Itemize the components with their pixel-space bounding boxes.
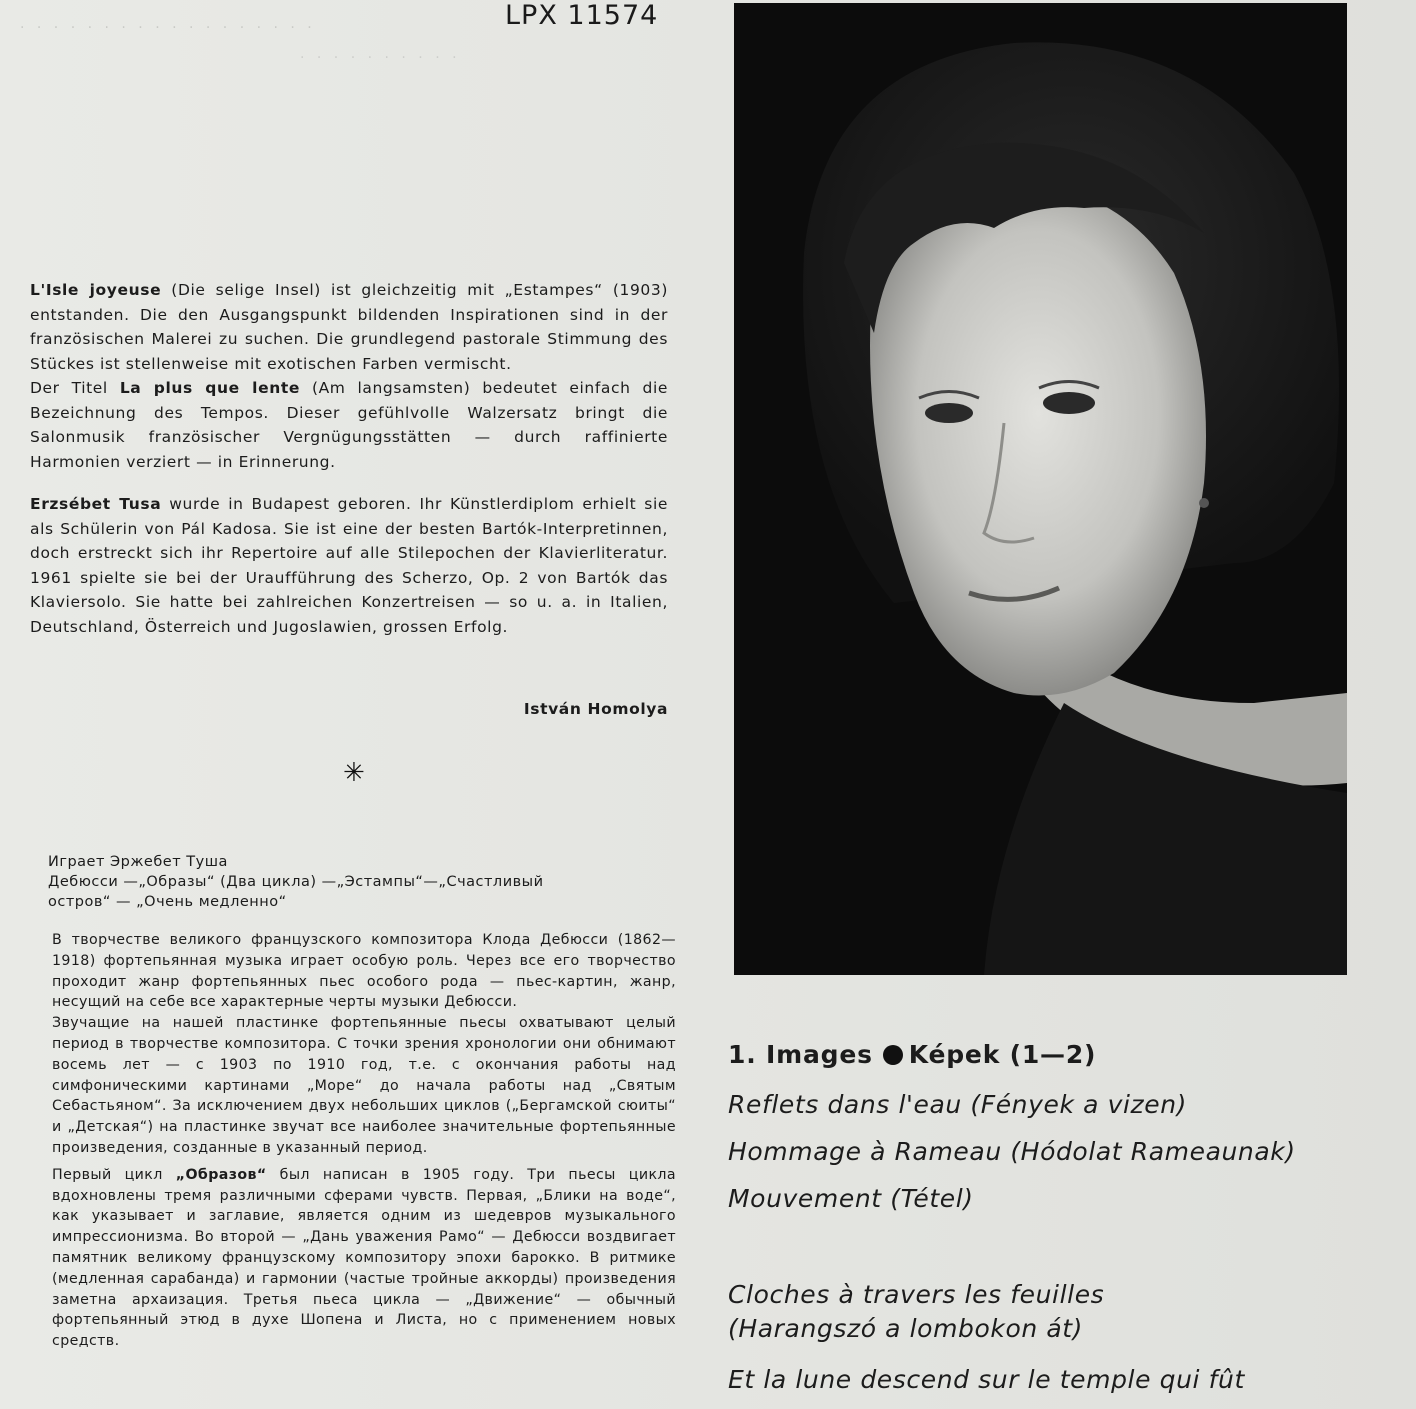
track-item: Reflets dans l'eau (Fények a vizen) xyxy=(728,1090,1188,1119)
track-item: Mouvement (Tétel) xyxy=(728,1184,974,1213)
track-item: Hommage à Rameau (Hódolat Rameaunak) xyxy=(728,1137,1296,1166)
german-notes xyxy=(30,278,668,639)
russian-notes xyxy=(52,930,676,1352)
work-title: „Образов“ xyxy=(175,1166,267,1183)
track-item: (Harangszó a lombokon át) xyxy=(728,1314,1084,1343)
portrait-photo xyxy=(734,3,1347,975)
bleed-through-text: · · · · · · · · · · xyxy=(300,50,461,66)
track-item: Et la lune descend sur le temple qui fût xyxy=(728,1365,1245,1394)
paragraph: Der Titel La plus que lente (Am langsamsten) bedeutet einfach die Bezeichnung des Tempos. Dieser gefühlvolle Walzersatz bringt die Salonmusik französischer Vergnügungsstätten — durch raffinierte Harmonien verziert — in Erinnerung. xyxy=(30,379,668,471)
portrait-illustration xyxy=(734,3,1347,975)
author-signature: István Homolya xyxy=(523,700,668,718)
track-list xyxy=(728,1040,1408,1403)
paragraph: В творчестве великого французского композитора Клода Дебюсси (1862—1918) фортепьянная музыка играет особую роль. Через все его творчество проходит жанр фортепьянных пьес особого рода — пьес-картин, жанр, несущий на себе все характерные черты музыки Дебюсси. xyxy=(52,932,676,1011)
spacer xyxy=(728,1222,1408,1278)
performer-name: Erzsébet Tusa xyxy=(30,495,162,513)
bleed-through-text: · · · · · · · · · · · · · · · · · · xyxy=(20,20,316,36)
paragraph: Первый цикл „Образов“ был написан в 1905 году. Три пьесы цикла вдохновлены тремя различными сферами чувств. Первая, „Блики на воде“, как указывает и заглавие, является одним из шедевров музыкального импрессионизма. Во второй — „Дань уважения Рамо“ — Дебюсси воздвигает памятник великому французскому композитору эпохи барокко. В ритмике (медленная сарабанда) и гармонии (частые тройные аккорды) произведения заметна архаизация. Третья пьеса цикла — „Движение“ — обычный фортепьянный этюд в духе Шопена и Листа, но с применением новых средств. xyxy=(52,1166,676,1350)
paragraph: Звучащие на нашей пластинке фортепьянные пьесы охватывают целый период в творчестве композитора. С точки зрения хронологии они обнимают восемь лет — с 1903 по 1910 год, т.е. с окончания работы над симфоническими картинами „Море“ до начала работы над „Святым Себастьяном“. За исключением двух небольших циклов („Бергамской сюиты“ и „Детская“) на пластинке звучат все наиболее значительные фортепьянные произведения, созданные в указанный период. xyxy=(52,1015,676,1156)
paragraph: Erzsébet Tusa wurde in Budapest geboren. Ihr Künstlerdiplom erhielt sie als Schülerin von Pál Kadosa. Sie ist eine der besten Bartók-Interpretinnen, doch erstreckt sich ihr Repertoire auf alle Stilepochen der Klavierliteratur. 1961 spielte sie bei der Uraufführung des Scherzo, Op. 2 von Bartók das Klaviersolo. Sie hatte bei zahlreichen Konzertreisen — so u. a. in Italien, Deutschland, Österreich und Jugoslawien, grossen Erfolg. xyxy=(30,495,668,636)
work-title: L'Isle joyeuse xyxy=(30,281,162,299)
track-heading: 1. Images Képek (1—2) xyxy=(728,1040,1097,1069)
track-item: Cloches à travers les feuilles xyxy=(728,1280,1105,1309)
catalog-number: LPX 11574 xyxy=(505,0,659,31)
bullet-icon xyxy=(883,1045,903,1065)
russian-heading: Играет Эржебет Туша Дебюсси —„Образы“ (Два цикла) —„Эстампы“—„Счастливый остров“ — „Очень медленно“ xyxy=(48,854,544,910)
paragraph: L'Isle joyeuse (Die selige Insel) ist gleichzeitig mit „Estampes“ (1903) entstanden. Die den Ausgangspunkt bildenden Inspirationen sind in der französischen Malerei zu suchen. Die grundlegend pastorale Stimmung des Stückes ist stellenweise mit exotischen Farben vermischt. xyxy=(30,281,668,373)
asterisk-separator: ✳ xyxy=(343,758,365,788)
work-title: La plus que lente xyxy=(119,379,300,397)
